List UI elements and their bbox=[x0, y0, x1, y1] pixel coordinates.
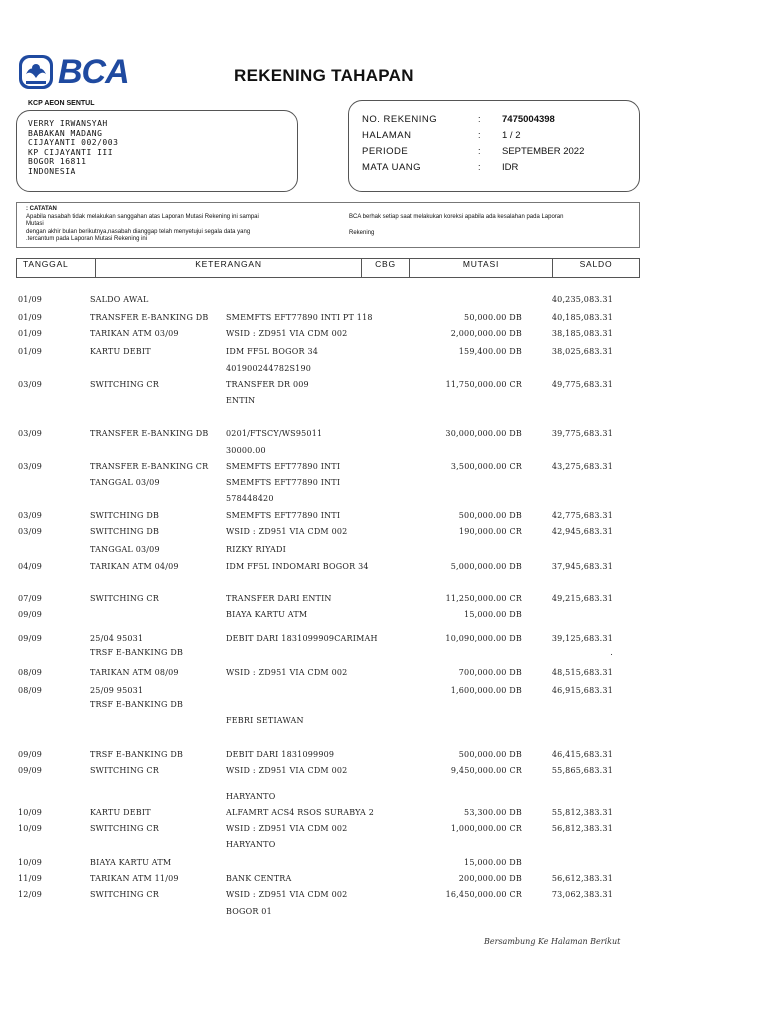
row-date: 01/09 bbox=[18, 313, 43, 322]
row-mutation: 30,000,000.00 DB bbox=[445, 429, 522, 438]
row-mutation: 53,300.00 DB bbox=[464, 808, 522, 817]
col-mutasi: MUTASI bbox=[410, 259, 553, 277]
row-date: 10/09 bbox=[18, 824, 43, 833]
col-cbg: CBG bbox=[362, 259, 410, 277]
row-detail: TRANSFER DR 009 bbox=[226, 380, 309, 389]
row-detail: WSID : ZD951 VIA CDM 002 bbox=[226, 329, 348, 338]
row-balance: 39,125,683.31 bbox=[551, 634, 613, 643]
row-detail: SMEMFTS EFT77890 INTI PT 118 bbox=[226, 313, 373, 322]
row-detail: ENTIN bbox=[226, 396, 256, 405]
row-mutation: 50,000.00 DB bbox=[464, 313, 522, 322]
row-date: 08/09 bbox=[18, 668, 43, 677]
address-line: INDONESIA bbox=[28, 166, 76, 176]
row-balance: 55,865,683.31 bbox=[551, 766, 613, 775]
row-balance: . bbox=[610, 648, 613, 657]
row-description: 25/09 95031 bbox=[90, 686, 144, 695]
row-balance: 48,515,683.31 bbox=[551, 668, 613, 677]
row-date: 09/09 bbox=[18, 766, 43, 775]
address-line: VERRY IRWANSYAH bbox=[28, 119, 108, 128]
row-date: 03/09 bbox=[18, 462, 43, 471]
col-keterangan: KETERANGAN bbox=[96, 259, 362, 277]
row-detail: WSID : ZD951 VIA CDM 002 bbox=[226, 824, 348, 833]
row-detail: FEBRI SETIAWAN bbox=[226, 716, 304, 725]
row-description: TARIKAN ATM 04/09 bbox=[90, 562, 179, 571]
row-mutation: 190,000.00 CR bbox=[458, 527, 522, 536]
row-description: SWITCHING DB bbox=[90, 527, 160, 536]
note-line: dengan akhir bulan berikutnya,nasabah dianggap telah menyetujui segala data yang bbox=[26, 228, 251, 235]
notes-left bbox=[26, 206, 326, 244]
row-balance: 55,812,383.31 bbox=[551, 808, 613, 817]
row-description: SWITCHING CR bbox=[90, 766, 159, 775]
row-balance: 37,945,683.31 bbox=[551, 562, 613, 571]
row-detail: WSID : ZD951 VIA CDM 002 bbox=[226, 668, 348, 677]
colon: : bbox=[478, 162, 481, 172]
row-mutation: 2,000,000.00 DB bbox=[450, 329, 522, 338]
row-detail: HARYANTO bbox=[226, 840, 276, 849]
row-description: SWITCHING CR bbox=[90, 890, 159, 899]
row-mutation: 200,000.00 DB bbox=[458, 874, 522, 883]
row-balance: 38,185,083.31 bbox=[551, 329, 613, 338]
row-description: TRSF E-BANKING DB bbox=[90, 700, 184, 709]
row-balance: 49,215,683.31 bbox=[551, 594, 613, 603]
row-description: TRANSFER E-BANKING DB bbox=[90, 429, 209, 438]
row-mutation: 3,500,000.00 CR bbox=[450, 462, 522, 471]
row-balance: 43,275,683.31 bbox=[551, 462, 613, 471]
address-line: BOGOR 16811 bbox=[28, 157, 87, 166]
row-mutation: 16,450,000.00 CR bbox=[445, 890, 522, 899]
row-balance: 46,415,683.31 bbox=[551, 750, 613, 759]
row-detail: HARYANTO bbox=[226, 792, 276, 801]
col-tanggal: TANGGAL bbox=[17, 259, 96, 277]
row-detail: 0201/FTSCY/WS95011 bbox=[226, 429, 323, 438]
row-date: 03/09 bbox=[18, 511, 43, 520]
row-detail: SMEMFTS EFT77890 INTI bbox=[226, 462, 341, 471]
notes-right bbox=[349, 214, 629, 237]
row-balance: 49,775,683.31 bbox=[551, 380, 613, 389]
row-date: 09/09 bbox=[18, 634, 43, 643]
colon: : bbox=[478, 146, 481, 156]
row-description: KARTU DEBIT bbox=[90, 347, 151, 356]
col-saldo: SALDO bbox=[579, 259, 613, 269]
row-description: SALDO AWAL bbox=[90, 295, 149, 304]
customer-address bbox=[28, 119, 118, 176]
row-date: 08/09 bbox=[18, 686, 43, 695]
row-detail: BOGOR 01 bbox=[226, 907, 272, 916]
row-mutation: 1,600,000.00 DB bbox=[450, 686, 522, 695]
row-date: 03/09 bbox=[18, 429, 43, 438]
row-mutation: 9,450,000.00 CR bbox=[450, 766, 522, 775]
page-value: 1 / 2 bbox=[502, 130, 521, 141]
colon: : bbox=[478, 130, 481, 140]
row-balance: 42,775,683.31 bbox=[551, 511, 613, 520]
note-line: .tercantum pada Laporan Mutasi Rekening ini bbox=[26, 236, 148, 242]
row-date: 03/09 bbox=[18, 380, 43, 389]
row-date: 09/09 bbox=[18, 610, 43, 619]
row-description: TARIKAN ATM 08/09 bbox=[90, 668, 179, 677]
bca-emblem-icon bbox=[18, 54, 54, 90]
row-detail: 578448420 bbox=[226, 494, 274, 503]
row-mutation: 10,090,000.00 DB bbox=[445, 634, 522, 643]
row-mutation: 159,400.00 DB bbox=[458, 347, 522, 356]
row-mutation: 700,000.00 DB bbox=[458, 668, 522, 677]
row-mutation: 11,250,000.00 CR bbox=[445, 594, 522, 603]
period-label: PERIODE bbox=[362, 146, 409, 157]
row-date: 04/09 bbox=[18, 562, 43, 571]
row-balance: 73,062,383.31 bbox=[551, 890, 613, 899]
row-description: KARTU DEBIT bbox=[90, 808, 151, 817]
row-description: TRANSFER E-BANKING DB bbox=[90, 313, 209, 322]
row-description: TARIKAN ATM 11/09 bbox=[90, 874, 179, 883]
row-detail: DEBIT DARI 1831099909CARIMAH bbox=[226, 634, 378, 643]
row-date: 03/09 bbox=[18, 527, 43, 536]
note-line: Mutasi bbox=[26, 221, 44, 227]
row-detail: WSID : ZD951 VIA CDM 002 bbox=[226, 527, 348, 536]
continued-note: Bersambung Ke Halaman Berikut bbox=[484, 937, 621, 946]
row-description: SWITCHING CR bbox=[90, 594, 159, 603]
row-mutation: 15,000.00 DB bbox=[464, 858, 522, 867]
row-detail: BANK CENTRA bbox=[226, 874, 292, 883]
row-balance: 39,775,683.31 bbox=[551, 429, 613, 438]
period-value: SEPTEMBER 2022 bbox=[502, 146, 585, 157]
row-balance: 46,915,683.31 bbox=[551, 686, 613, 695]
row-description: SWITCHING DB bbox=[90, 511, 160, 520]
row-date: 01/09 bbox=[18, 295, 43, 304]
row-detail: IDM FF5L BOGOR 34 bbox=[226, 347, 319, 356]
row-description: TANGGAL 03/09 bbox=[90, 545, 160, 554]
statement-title: REKENING TAHAPAN bbox=[234, 66, 414, 85]
row-description: SWITCHING CR bbox=[90, 824, 159, 833]
row-detail: ALFAMRT ACS4 RSOS SURABYA 2 bbox=[226, 808, 375, 817]
row-balance: 38,025,683.31 bbox=[551, 347, 613, 356]
row-date: 01/09 bbox=[18, 329, 43, 338]
row-balance: 56,612,383.31 bbox=[551, 874, 613, 883]
row-mutation: 500,000.00 DB bbox=[458, 750, 522, 759]
bca-logo-text: BCA bbox=[58, 53, 129, 91]
row-detail: WSID : ZD951 VIA CDM 002 bbox=[226, 766, 348, 775]
row-detail: RIZKY RIYADI bbox=[226, 545, 286, 554]
row-mutation: 5,000,000.00 DB bbox=[450, 562, 522, 571]
row-description: TRANSFER E-BANKING CR bbox=[90, 462, 209, 471]
table-header bbox=[16, 258, 640, 278]
row-detail: WSID : ZD951 VIA CDM 002 bbox=[226, 890, 348, 899]
row-date: 10/09 bbox=[18, 858, 43, 867]
row-balance: 56,812,383.31 bbox=[551, 824, 613, 833]
row-mutation: 15,000.00 DB bbox=[464, 610, 522, 619]
notes-heading: : CATATAN bbox=[26, 206, 57, 212]
currency-label: MATA UANG bbox=[362, 162, 422, 173]
branch-name: KCP AEON SENTUL bbox=[28, 100, 95, 107]
row-date: 12/09 bbox=[18, 890, 43, 899]
currency-value: IDR bbox=[502, 162, 519, 173]
note-line: Rekening bbox=[349, 229, 375, 236]
row-date: 01/09 bbox=[18, 347, 43, 356]
row-detail: 30000.00 bbox=[226, 446, 266, 455]
row-detail: IDM FF5L INDOMARI BOGOR 34 bbox=[226, 562, 369, 571]
row-detail: 401900244782S190 bbox=[226, 364, 312, 373]
row-detail: BIAYA KARTU ATM bbox=[226, 610, 308, 619]
row-description: TRSF E-BANKING DB bbox=[90, 648, 184, 657]
address-line: CIJAYANTI 002/003 bbox=[28, 138, 119, 147]
row-balance: 42,945,683.31 bbox=[551, 527, 613, 536]
row-description: TANGGAL 03/09 bbox=[90, 478, 160, 487]
row-mutation: 1,000,000.00 CR bbox=[450, 824, 522, 833]
row-description: TRSF E-BANKING DB bbox=[90, 750, 184, 759]
account-number-value: 7475004398 bbox=[502, 114, 555, 125]
bca-logo bbox=[18, 52, 133, 92]
note-line: Apabila nasabah tidak melakukan sanggahan atas Laporan Mutasi Rekening ini sampai bbox=[26, 213, 259, 220]
row-detail: DEBIT DARI 1831099909 bbox=[226, 750, 335, 759]
address-line: KP CIJAYANTI III bbox=[28, 147, 114, 157]
row-date: 09/09 bbox=[18, 750, 43, 759]
row-detail: SMEMFTS EFT77890 INTI bbox=[226, 478, 341, 487]
account-number-label: NO. REKENING bbox=[362, 114, 438, 125]
row-date: 07/09 bbox=[18, 594, 43, 603]
row-balance: 40,235,083.31 bbox=[551, 295, 613, 304]
page-label: HALAMAN bbox=[362, 130, 412, 141]
address-line: BABAKAN MADANG bbox=[28, 128, 103, 138]
row-detail: SMEMFTS EFT77890 INTI bbox=[226, 511, 341, 520]
row-balance: 40,185,083.31 bbox=[551, 313, 613, 322]
row-description: BIAYA KARTU ATM bbox=[90, 858, 172, 867]
row-description: 25/04 95031 bbox=[90, 634, 144, 643]
row-date: 11/09 bbox=[18, 874, 43, 883]
row-mutation: 500,000.00 DB bbox=[458, 511, 522, 520]
row-date: 10/09 bbox=[18, 808, 43, 817]
row-detail: TRANSFER DARI ENTIN bbox=[226, 594, 332, 603]
colon: : bbox=[478, 114, 481, 124]
row-description: SWITCHING CR bbox=[90, 380, 159, 389]
row-mutation: 11,750,000.00 CR bbox=[445, 380, 522, 389]
row-description: TARIKAN ATM 03/09 bbox=[90, 329, 179, 338]
note-line: BCA berhak setiap saat melakukan koreksi apabila ada kesalahan pada Laporan bbox=[349, 214, 564, 220]
